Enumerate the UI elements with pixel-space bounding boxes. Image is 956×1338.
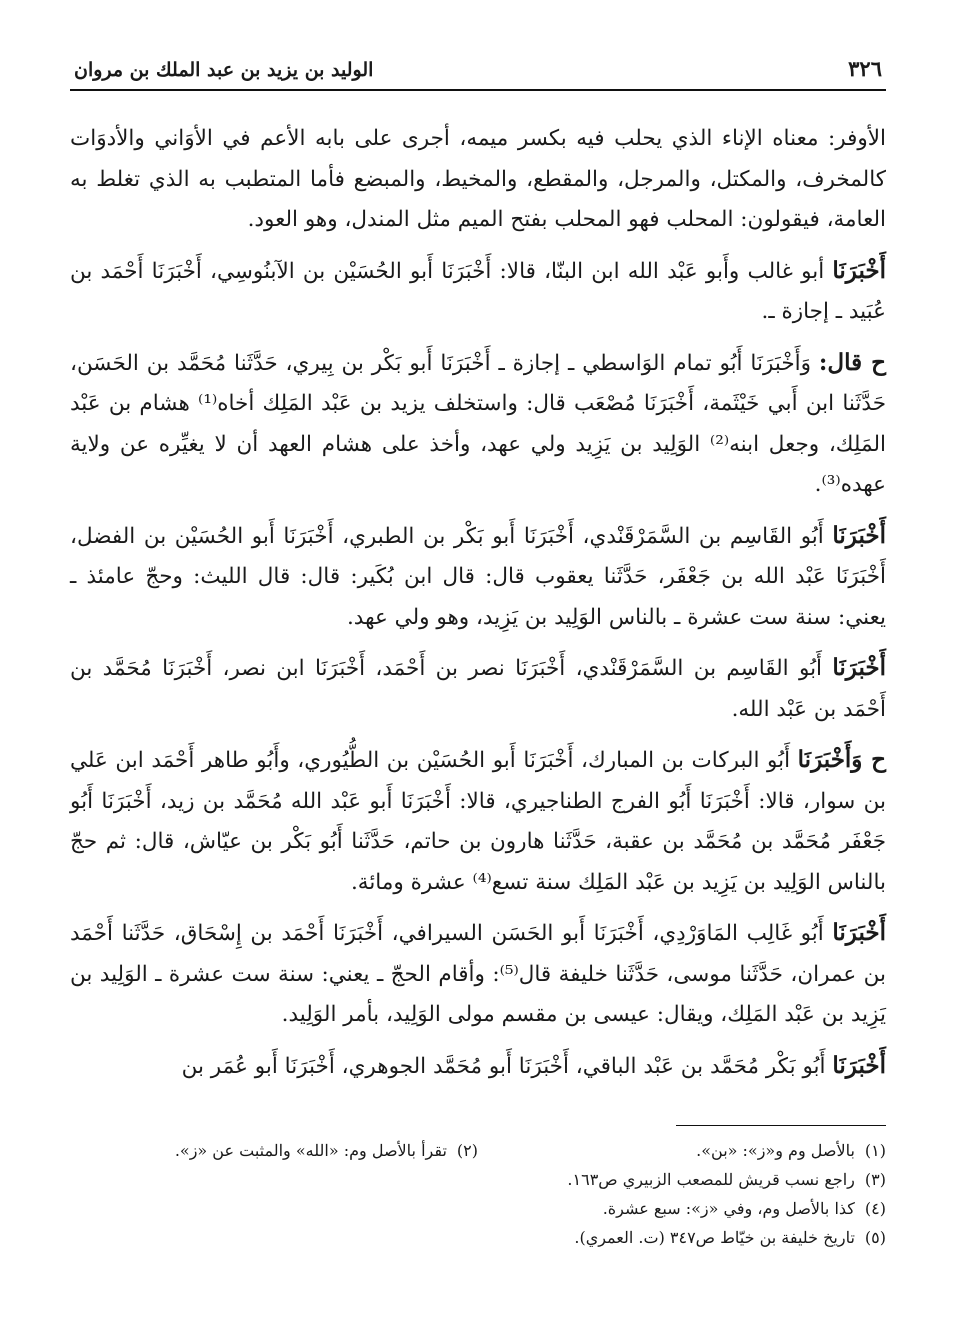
- footnote-row: [70, 1165, 886, 1194]
- paragraph-lead: أَخْبَرَنَا: [832, 654, 886, 681]
- main-text: [70, 119, 886, 1087]
- paragraph: [70, 1046, 886, 1088]
- footnote-text: راجع نسب قريش للمصعب الزبيري ص١٦٣.: [567, 1170, 855, 1189]
- paragraph-text: أَبُو القَاسِم بن السَّمَرْقَنْدي، أَخْبَرَنَا أَبو بَكْر بن الطبري، أَخْبَرَنَا أَبو الحُسَيْن بن الفضل، أَخْبَرَنَا عَبْد الله بن جَعْفَر، حَدَّثَنا يعقوب قال: قال ابن بُكَير: قال: قال الليث: وحجّ عامئذ ـ يعني: سنة ست عشرة ـ بالناس الوَلِيد بن يَزِيد، وهو ولي عهد.: [70, 523, 886, 630]
- paragraph-text: الأوفر: معناه الإناء الذي يحلب فيه بكسر ميمه، أجرى على بابه الأعم في الأوَاني والأدوَات كالمخرف، والمكتل، والمرجل، والمقطع، والمخيط، والمبضع فأما المتطبب به الذي تغلط به العامة، فيقولون: المحلب فهو المحلب بفتح الميم مثل المندل، وهو العود.: [70, 126, 886, 232]
- page-header: [70, 56, 886, 91]
- paragraph-text: أَبُو القَاسِم بن السَّمَرْقَنْدي، أَخْبَرَنَا نصر بن أَحْمَد، أَخْبَرَنَا ابن نصر، أَخْبَرَنَا مُحَمَّد بن أَحْمَد بن عَبْد الله.: [70, 656, 886, 722]
- footnote-separator: [676, 1125, 886, 1126]
- running-title: الوليد بن يزيد بن عبد الملك بن مروان: [74, 59, 374, 81]
- footnote-text: تقرأ بالأصل وم: «الله» والمثبت عن «ز».: [174, 1141, 447, 1160]
- paragraph-text: أَبُو البركات بن المبارك، أَخْبَرَنَا أَبو الحُسَيْن بن الطُّيُوري، وأَبُو طاهر أَحْمَد ابن عَلي بن سوار، قالا: أَخْبَرَنَا أَبُو الفرج الطناجيري، قالا: أَخْبَرَنَا أَبو عَبْد الله مُحَمَّد بن زيد، أَخْبَرَنَا أَبُو جَعْفَر مُحَمَّد بن مُحَمَّد بن عقبة، حَدَّثَنا هارون بن حاتم، حَدَّثَنا أَبُو بَكْر بن عيّاش، قال: ثم حجّ بالناس الوَلِيد بن يَزِيد بن عَبْد المَلِك سنة تسع⁽⁴⁾ عشرة ومائة.: [70, 748, 886, 895]
- footnote-number: (٤): [864, 1199, 886, 1218]
- footnote: [603, 1194, 886, 1223]
- footnote-text: تاريخ خليفة بن خيّاط ص٣٤٧ (ت. العمري).: [574, 1228, 855, 1247]
- paragraph: [70, 251, 886, 333]
- paragraph-text: أَبُو بَكْر مُحَمَّد بن عَبْد الباقي، أَخْبَرَنَا أَبو مُحَمَّد الجوهري، أَخْبَرَنَا أَبو عُمَر بن: [181, 1053, 833, 1079]
- footnote-text: بالأصل وم و«ز»: «بن».: [696, 1141, 855, 1160]
- footnotes: [70, 1136, 886, 1252]
- paragraph-lead: أَخْبَرَنَا: [832, 1051, 886, 1079]
- footnote-number: (٣): [864, 1170, 886, 1189]
- paragraph-lead: أَخْبَرَنَا: [832, 919, 886, 946]
- footnote: [574, 1223, 886, 1252]
- paragraph: [70, 913, 886, 1036]
- paragraph: [70, 648, 886, 730]
- footnote-number: (٥): [864, 1228, 886, 1247]
- page-number: ٣٢٦: [848, 56, 882, 81]
- paragraph: [70, 119, 886, 241]
- footnote-row: [70, 1223, 886, 1252]
- paragraph-lead: ح وَأَخْبَرَنَا: [797, 746, 886, 773]
- paragraph-text: وَأَخْبَرَنَا أَبُو تمام الوَاسطي ـ إجازة ـ أَخْبَرَنَا أَبو بَكْر بن بِيري، حَدَّثَنا مُحَمَّد بن الحَسَن، حَدَّثَنا ابن أَبي خَيْثَمة، أَخْبَرَنَا مُصْعَب قال: واستخلف يزيد بن عَبْد المَلِك أخاه⁽¹⁾ هشام بن عَبْد المَلِك، وجعل ابنه⁽²⁾ الوَلِيد بن يَزِيد ولي عهد، وأخذ على هشام العهد أن لا يغيِّره عن ولاية عهده⁽³⁾.: [70, 350, 886, 497]
- footnote: [567, 1165, 886, 1194]
- footnote-row: [70, 1136, 886, 1165]
- paragraph: [70, 740, 886, 903]
- footnote-row: [70, 1194, 886, 1223]
- paragraph-text: أبو غالب وأَبو عَبْد الله ابن البنّا، قالا: أَخْبَرَنَا أَبو الحُسَيْن بن الآبنُوسِي، أَخْبَرَنَا أَحْمَد بن عُبَيد ـ إجازة ـ.: [70, 258, 886, 324]
- footnote-number: (١): [864, 1141, 886, 1160]
- footnote: [70, 1136, 478, 1165]
- footnote: [478, 1136, 886, 1165]
- paragraph-lead: أَخْبَرَنَا: [832, 256, 886, 284]
- paragraph-lead: أَخْبَرَنَا: [832, 521, 886, 549]
- paragraph: [70, 516, 886, 639]
- footnote-number: (٢): [456, 1141, 478, 1160]
- footnote-text: كذا بالأصل وم، وفي «ز»: سبع عشرة.: [602, 1199, 855, 1218]
- paragraph: [70, 343, 886, 506]
- paragraph-lead: ح قال:: [818, 348, 886, 376]
- paragraph-text: أَبُو غَالِب المَاوَرْدِي، أَخْبَرَنَا أَبو الحَسَن السيرافي، أَخْبَرَنَا أَحْمَد بن إِسْحَاق، حَدَّثَنا أَحْمَد بن عمران، حَدَّثَنا موسى، حَدَّثَنا خليفة قال⁽⁵⁾: وأقام الحجّ ـ يعني: سنة ست عشرة ـ الوَلِيد بن يَزِيد بن عَبْد المَلِك، ويقال: عيسى بن مقسم مولى الوَلِيد، بأمر الوَلِيد.: [70, 921, 886, 1027]
